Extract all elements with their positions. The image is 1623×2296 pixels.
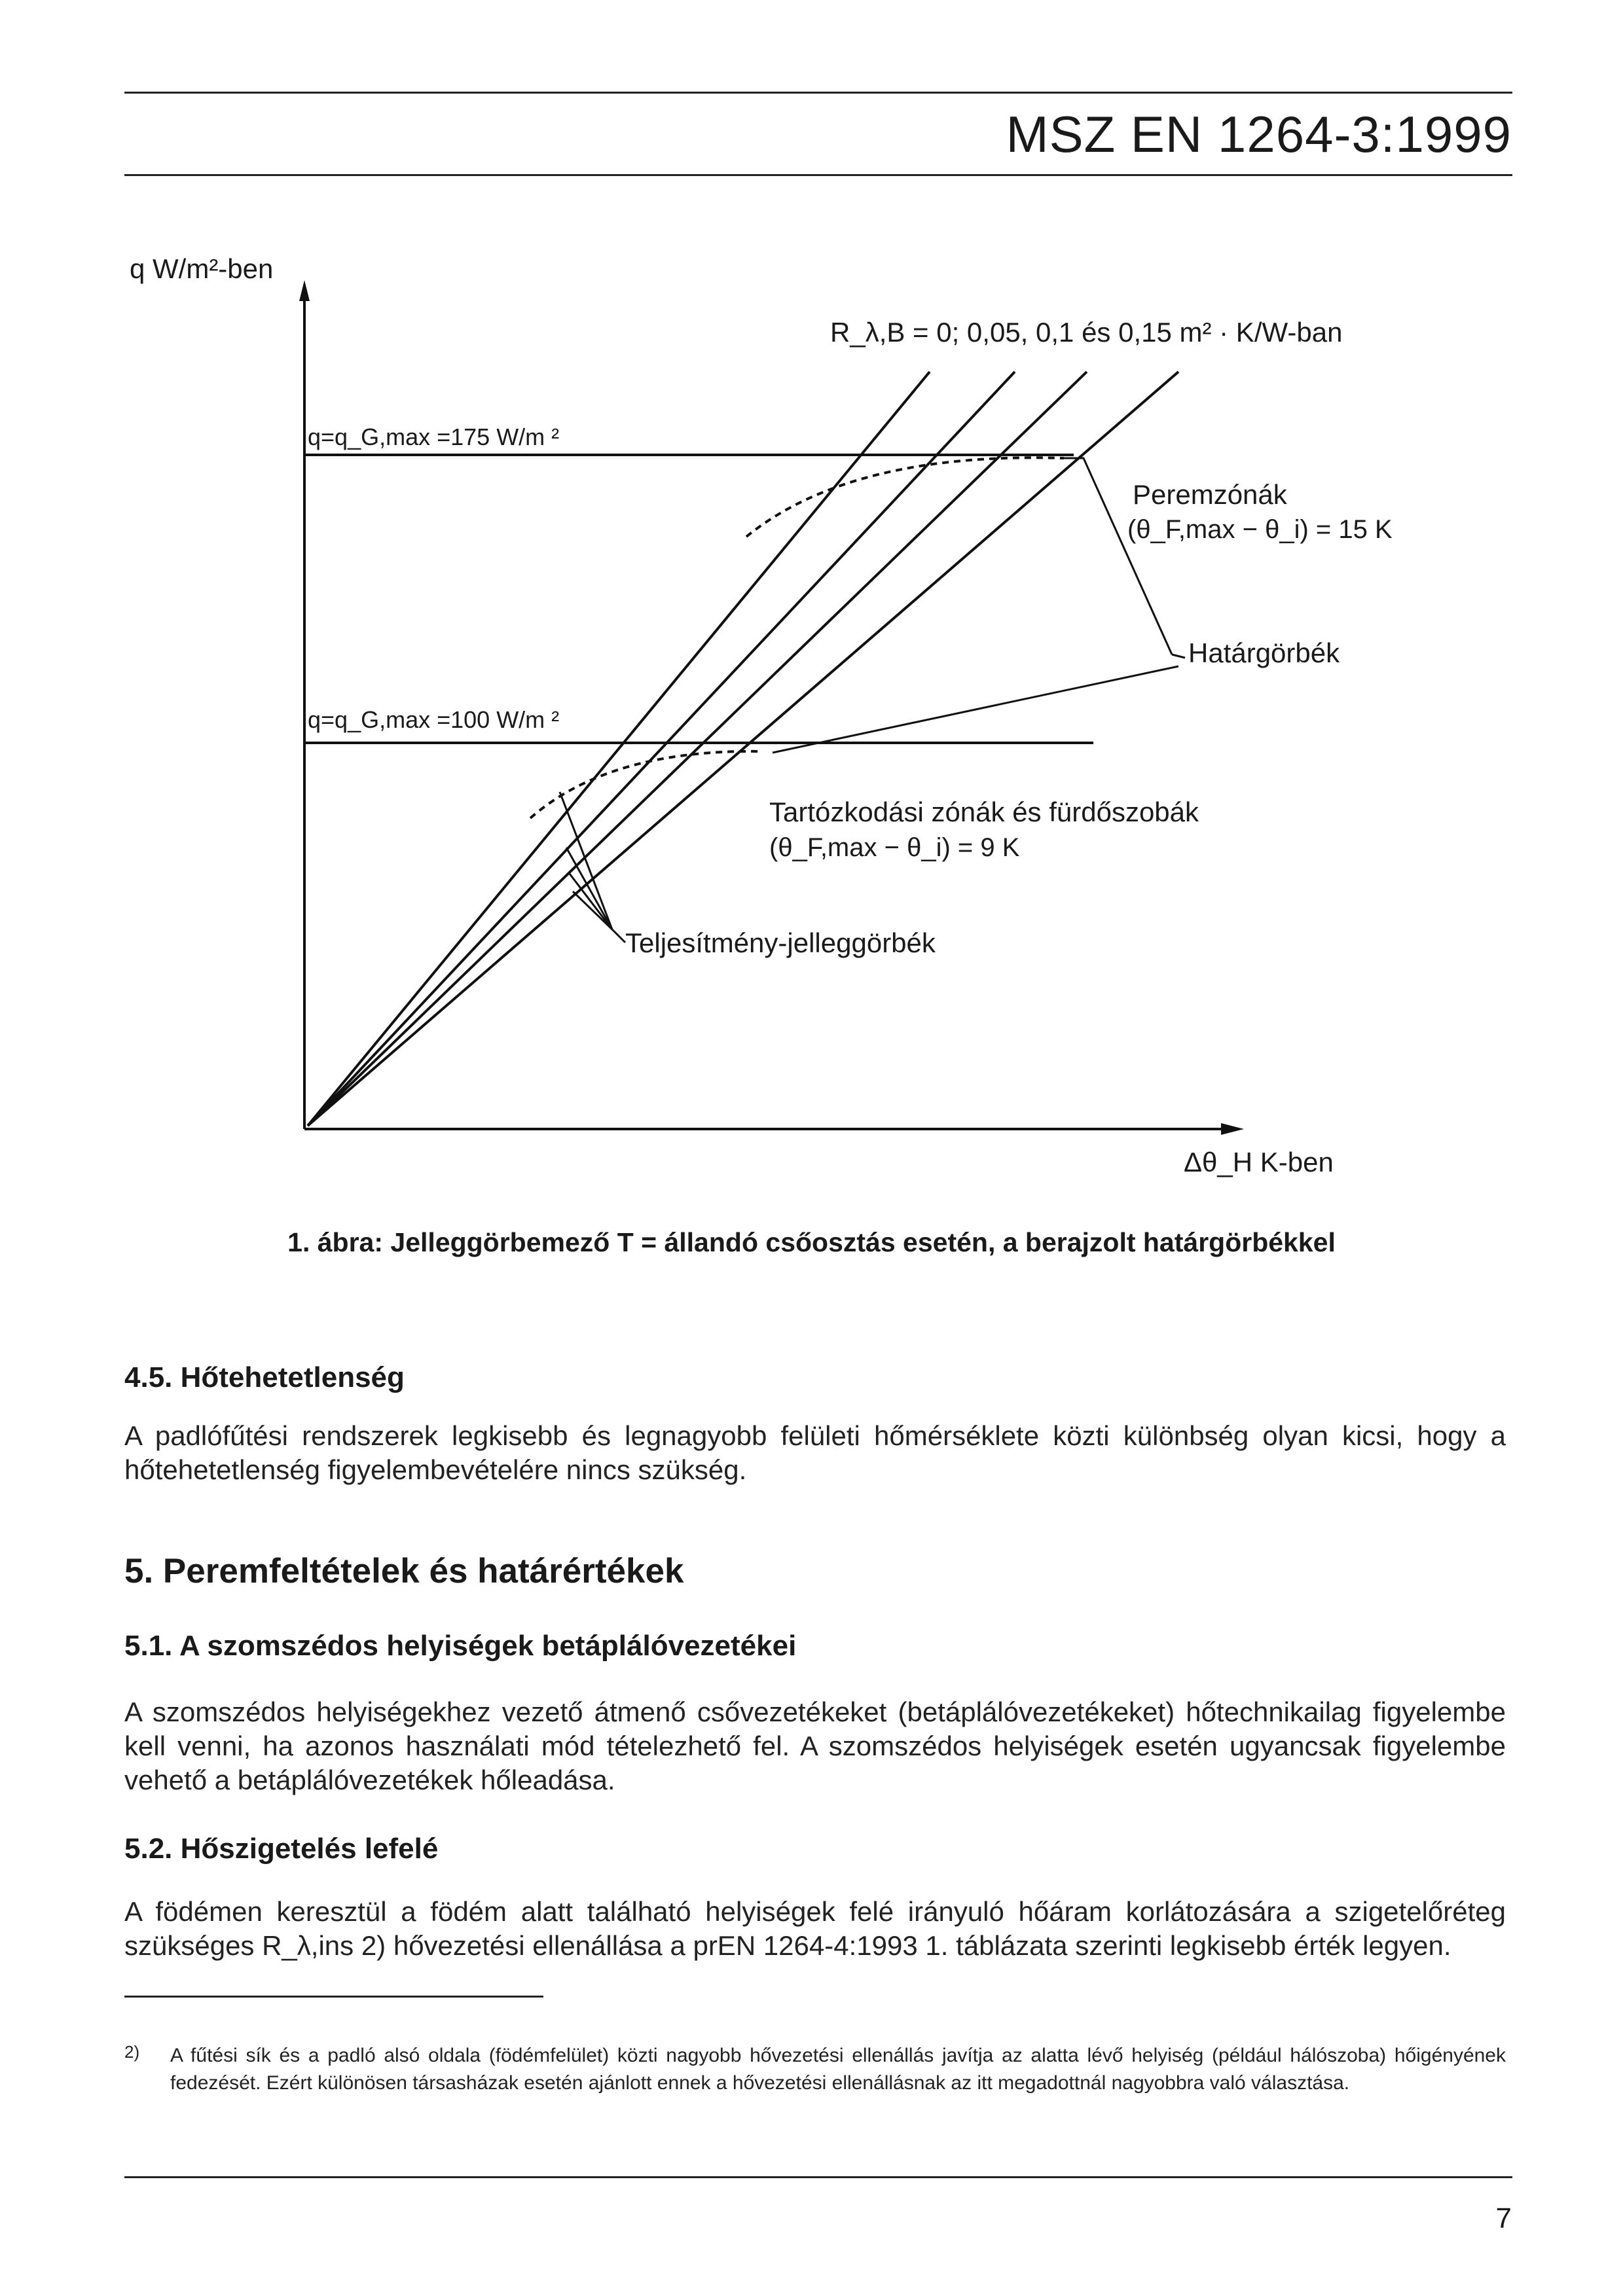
section-5-1-heading: 5.1. A szomszédos helyiségek betáplálóvezetékei [124, 1630, 797, 1662]
performance-leader-2 [566, 848, 612, 929]
performance-curves-label: Teljesítmény-jelleggörbék [625, 927, 936, 958]
limit-curves-label: Határgörbék [1188, 637, 1340, 668]
performance-line-r01 [308, 372, 1087, 1126]
page-number: 7 [1495, 2202, 1512, 2234]
limit-curve-lower [530, 751, 759, 818]
performance-leader-5 [612, 929, 625, 942]
footnote-separator [124, 1996, 543, 1998]
limit-curve-upper [746, 457, 1064, 537]
performance-line-r015 [308, 372, 1178, 1126]
limit-curves-leader-lower [773, 666, 1178, 753]
section-5-2-text: A födémen keresztül a födém alatt található helyiségek felé irányuló hőáram korlátozására a szigetelőréteg szükséges R_λ,ins 2) hővezetési ellenállása a prEN 1264-4:1993 1. táblázata szerinti legkisebb érték legyen. [124, 1896, 1506, 1961]
y-axis-arrow [299, 280, 310, 301]
section-5-heading: 5. Peremfeltételek és határértékek [124, 1552, 684, 1590]
section-4-5-text: A padlófűtési rendszerek legkisebb és legnagyobb felületi hőmérséklete közti különbség olyan kicsi, hogy a hőtehetetlenség figyelembevételére nincs szükség. [124, 1420, 1506, 1485]
x-axis-label: Δθ_H K-ben [1184, 1147, 1334, 1177]
section-4-5-heading: 4.5. Hőtehetetlenség [124, 1361, 405, 1393]
qmax-175-label: q=q_G,max =175 W/m ² [308, 423, 560, 450]
section-5-2-heading: 5.2. Hőszigetelés lefelé [124, 1833, 439, 1865]
x-axis-arrow [1221, 1123, 1244, 1135]
section-5-1-text: A szomszédos helyiségekhez vezető átmenő csővezetékeket (betáplálóvezetékeket) hőtechnikailag figyelembe kell venni, ha azonos használati mód tételezhető fel. A szomszédos helyiségek esetén ugyancsak figyelembe vehető a betáplálóvezetékek hőleadása. [124, 1696, 1506, 1795]
performance-line-r0 [308, 372, 930, 1126]
y-axis-label: q W/m²-ben [130, 253, 274, 284]
occupied-zones-formula: (θ_F,max − θ_i) = 9 K [769, 833, 1020, 862]
figure-caption: 1. ábra: Jelleggörbemező T = állandó csőosztás esetén, a berajzolt határgörbékkel [287, 1227, 1336, 1257]
limit-curves-leader-upper [1172, 655, 1185, 658]
document-standard-title: MSZ EN 1264-3:1999 [1006, 105, 1512, 163]
edge-zones-formula: (θ_F,max − θ_i) = 15 K [1127, 515, 1393, 544]
performance-leader-4 [573, 891, 612, 929]
edge-zones-title: Peremzónák [1133, 479, 1287, 510]
occupied-zones-title: Tartózkodási zónák és fürdőszobák [769, 797, 1199, 827]
performance-line-r005 [308, 372, 1015, 1126]
footer-rule [124, 2176, 1512, 2178]
footnote-marker: 2) [124, 2042, 140, 2062]
qmax-100-label: q=q_G,max =100 W/m ² [308, 706, 560, 733]
performance-leader-1 [560, 792, 612, 929]
resistance-values-label: R_λ,B = 0; 0,05, 0,1 és 0,15 m² · K/W-ban [830, 317, 1343, 348]
footnote-text: A fűtési sík és a padló alsó oldala (födémfelület) közti nagyobb hővezetési ellenállás javítja az alatta lévő helyiség (például hálószoba) hőigényének fedezését. Ezért különösen társasházak esetén ajánlott ennek a hővezetési ellenállásnak az itt megadottnál nagyobbra való választása. [170, 2045, 1506, 2094]
